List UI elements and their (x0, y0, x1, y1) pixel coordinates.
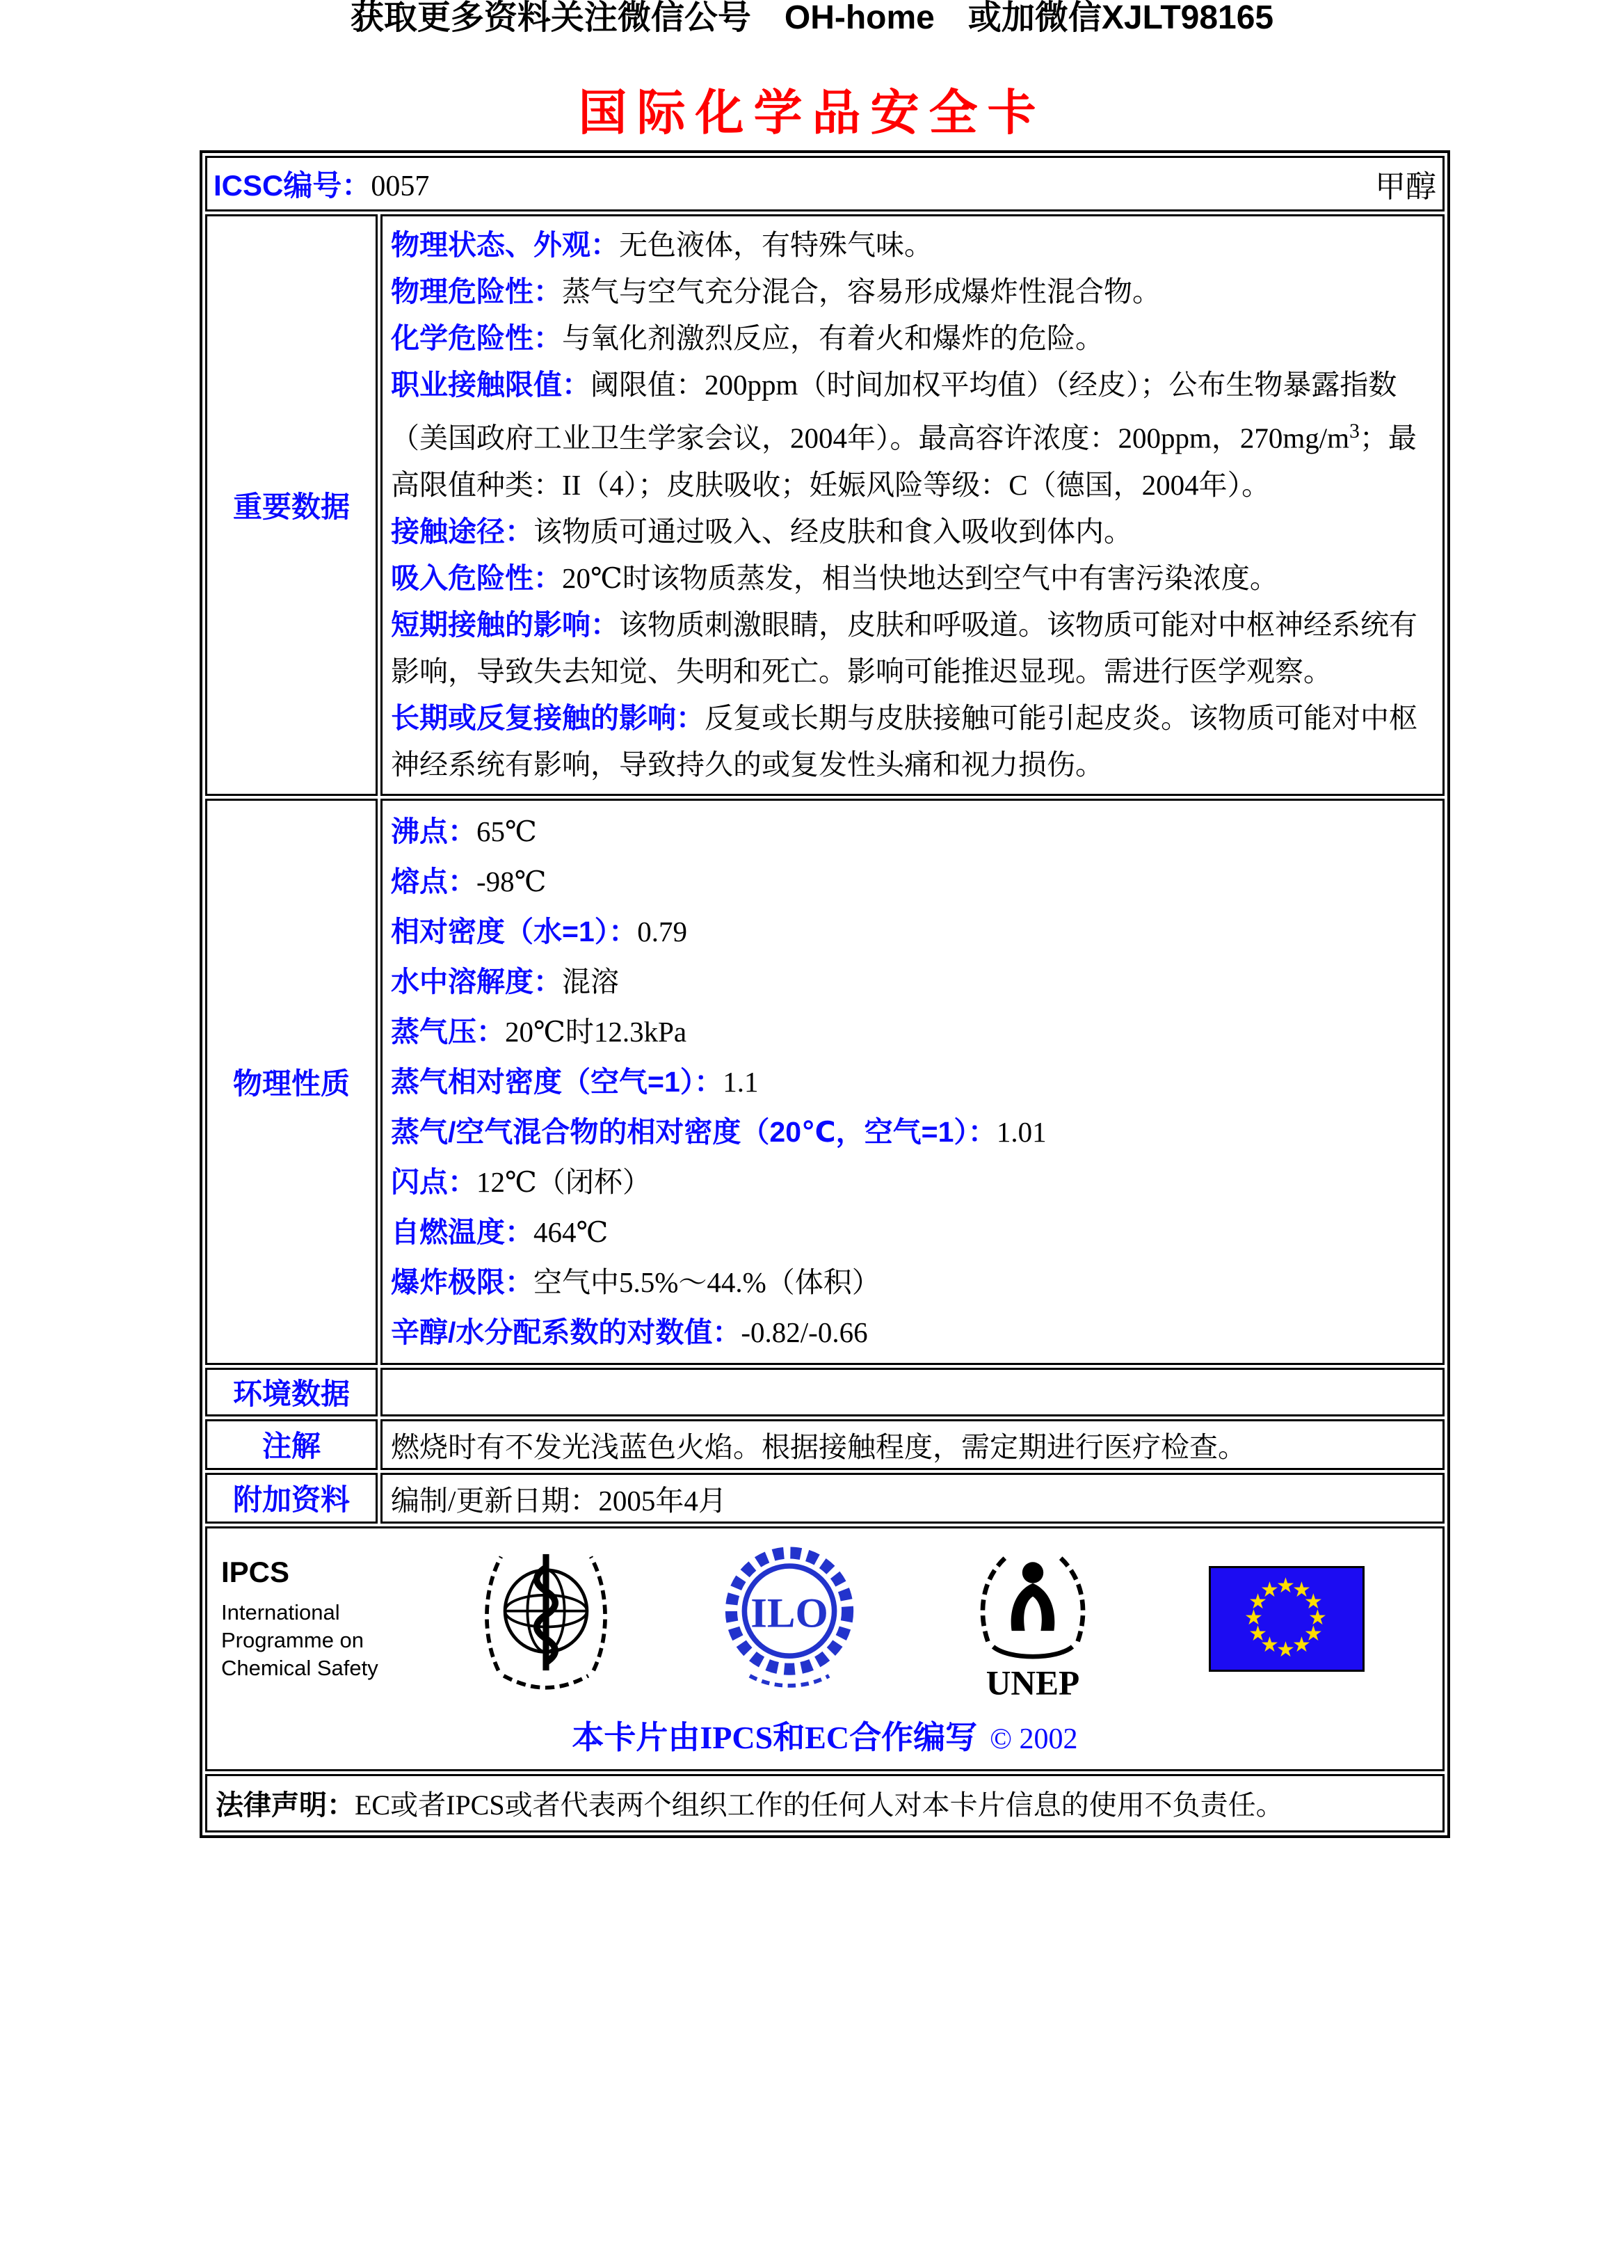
ipcs-title: IPCS (221, 1555, 290, 1588)
field-value: 该物质可通过吸入、经皮肤和食入吸收到体内。 (533, 515, 1132, 548)
field-row (391, 1307, 1434, 1357)
field-row (391, 222, 1434, 269)
icsc-header-bar (208, 159, 1442, 209)
notes-section (205, 1419, 1445, 1470)
logos-section (205, 1526, 1445, 1771)
field-value: 阈限值：200ppm（时间加权平均值）（经皮）；公布生物暴露指数（美国政府工业卫生学家会议，2004年）。最高容许浓度：200ppm，270mg/m (391, 369, 1397, 454)
eu-star-icon: ★ (1276, 1574, 1295, 1597)
unep-logo-icon (967, 1538, 1099, 1700)
logos-row (214, 1538, 1436, 1700)
field-label: 长期或反复接触的影响： (391, 701, 705, 734)
ipcs-subtitle-line: International (221, 1599, 340, 1624)
important-data-content (380, 214, 1445, 796)
eu-star-icon: ★ (1248, 1590, 1268, 1613)
field-value: 混溶 (562, 965, 619, 998)
who-logo-icon (480, 1538, 612, 1700)
field-value: ；最高限值种类：II（4）；皮肤吸收；妊娠风险等级：C（德国，2004年）。 (391, 422, 1417, 501)
credit-line (214, 1712, 1436, 1758)
eu-star-icon: ★ (1260, 1634, 1279, 1657)
field-label: 吸入危险性： (391, 561, 562, 594)
field-row (391, 315, 1434, 362)
section-label-physical-properties: 物理性质 (205, 799, 378, 1365)
credit-text: 本卡片由IPCS和EC合作编写 (572, 1719, 978, 1755)
field-row (391, 269, 1434, 315)
field-label: 熔点： (391, 865, 476, 897)
ilo-logo-icon (723, 1538, 855, 1700)
eu-flag-icon (1209, 1566, 1365, 1672)
field-label: 接触途径： (391, 515, 533, 548)
field-label: 相对密度（水=1）： (391, 915, 638, 948)
eu-star-icon: ★ (1303, 1622, 1323, 1645)
section-label-notes: 注解 (205, 1419, 378, 1470)
field-value: 3 (1349, 420, 1360, 442)
field-label: 物理危险性： (391, 275, 562, 308)
ipcs-text-block (221, 1556, 416, 1682)
legal-label: 法律声明： (216, 1790, 355, 1821)
field-value: 无色液体，有特殊气味。 (619, 229, 933, 261)
field-label: 蒸气压： (391, 1015, 505, 1048)
section-label-environment-data: 环境数据 (205, 1368, 378, 1416)
field-row (391, 695, 1434, 788)
eu-star-icon: ★ (1260, 1578, 1279, 1602)
field-value: 65℃ (476, 815, 537, 847)
field-value: 464℃ (533, 1215, 609, 1248)
additional-info-content: 编制/更新日期：2005年4月 (380, 1473, 1445, 1524)
field-row (391, 1007, 1434, 1057)
eu-star-icon: ★ (1308, 1606, 1327, 1629)
substance-name: 甲醇 (1375, 170, 1436, 204)
field-row (391, 1157, 1434, 1207)
field-label: 物理状态、外观： (391, 229, 619, 261)
field-label: 短期接触的影响： (391, 608, 619, 641)
field-label: 化学危险性： (391, 322, 562, 354)
eu-star-icon: ★ (1303, 1590, 1323, 1613)
environment-data-content (380, 1368, 1445, 1416)
field-row (391, 856, 1434, 907)
field-row (391, 1207, 1434, 1257)
additional-info-section (205, 1473, 1445, 1524)
field-row (391, 806, 1434, 856)
field-value: 与氧化剂激烈反应，有着火和爆炸的危险。 (562, 322, 1104, 354)
physical-properties-content (380, 799, 1445, 1365)
physical-properties-section (205, 799, 1445, 1365)
field-label: 职业接触限值： (391, 369, 590, 401)
field-value: 12℃（闭杯） (476, 1165, 651, 1198)
field-value: 蒸气与空气充分混合，容易形成爆炸性混合物。 (562, 275, 1161, 308)
eu-star-icon: ★ (1244, 1606, 1263, 1629)
field-row (391, 1257, 1434, 1307)
field-value: 20℃时12.3kPa (505, 1015, 687, 1048)
promo-header-text: 获取更多资料关注微信公号 OH-home 或加微信XJLT98165 (350, 0, 1274, 36)
field-value: -98℃ (476, 865, 547, 897)
legal-section (205, 1774, 1445, 1832)
notes-content: 燃烧时有不发光浅蓝色火焰。根据接触程度，需定期进行医疗检查。 (380, 1419, 1445, 1470)
field-value: -0.82/-0.66 (741, 1316, 868, 1348)
section-label-important-data: 重要数据 (205, 214, 378, 796)
field-value: 1.1 (723, 1065, 759, 1098)
eu-star-icon: ★ (1248, 1622, 1268, 1645)
field-label: 爆炸极限： (391, 1265, 533, 1298)
field-row (391, 907, 1434, 957)
legal-text: EC或者IPCS或者代表两个组织工作的任何人对本卡片信息的使用不负责任。 (355, 1789, 1284, 1821)
unep-caption: UNEP (986, 1663, 1080, 1700)
field-value: 1.01 (996, 1115, 1047, 1148)
field-label: 自燃温度： (391, 1215, 533, 1248)
environment-data-section (205, 1368, 1445, 1416)
field-label: 沸点： (391, 815, 476, 847)
ipcs-subtitle-line: Chemical Safety (221, 1655, 378, 1680)
field-value: 0.79 (637, 915, 687, 948)
field-row (391, 602, 1434, 695)
icsc-card-table (200, 150, 1450, 1838)
icsc-number-value: 0057 (371, 170, 430, 202)
icsc-number (214, 163, 429, 205)
icsc-number-label: ICSC编号： (214, 169, 371, 202)
field-row (391, 555, 1434, 602)
field-value: 20℃时该物质蒸发，相当快地达到空气中有害污染浓度。 (562, 561, 1278, 594)
page-title: 国际化学品安全卡 (578, 87, 1046, 141)
field-row (391, 1057, 1434, 1107)
field-row (391, 509, 1434, 555)
important-data-section (205, 214, 1445, 796)
section-label-additional-info: 附加资料 (205, 1473, 378, 1524)
field-label: 辛醇/水分配系数的对数值： (391, 1316, 741, 1348)
field-row (391, 957, 1434, 1007)
ipcs-subtitle-line: Programme on (221, 1627, 364, 1652)
field-value: 该物质刺激眼睛，皮肤和呼吸道。该物质可能对中枢神经系统有影响，导致失去知觉、失明和死亡。影响可能推迟显现。需进行医学观察。 (391, 608, 1417, 687)
field-row (391, 362, 1434, 509)
icsc-header-row (205, 156, 1445, 211)
field-label: 闪点： (391, 1165, 476, 1198)
field-value: 空气中5.5%～44.%（体积） (533, 1265, 881, 1298)
ilo-letters: ILO (750, 1590, 828, 1637)
eu-star-icon: ★ (1292, 1578, 1311, 1602)
field-label: 蒸气/空气混合物的相对密度（20℃，空气=1）： (391, 1115, 997, 1148)
field-label: 水中溶解度： (391, 965, 562, 998)
field-label: 蒸气相对密度（空气=1）： (391, 1065, 723, 1098)
eu-star-icon: ★ (1292, 1634, 1311, 1657)
field-value: 反复或长期与皮肤接触可能引起皮炎。该物质可能对中枢神经系统有影响，导致持久的或复发性头痛和视力损伤。 (391, 701, 1417, 781)
field-row (391, 1107, 1434, 1157)
eu-star-icon: ★ (1276, 1638, 1295, 1661)
copyright-text: © 2002 (990, 1723, 1078, 1755)
